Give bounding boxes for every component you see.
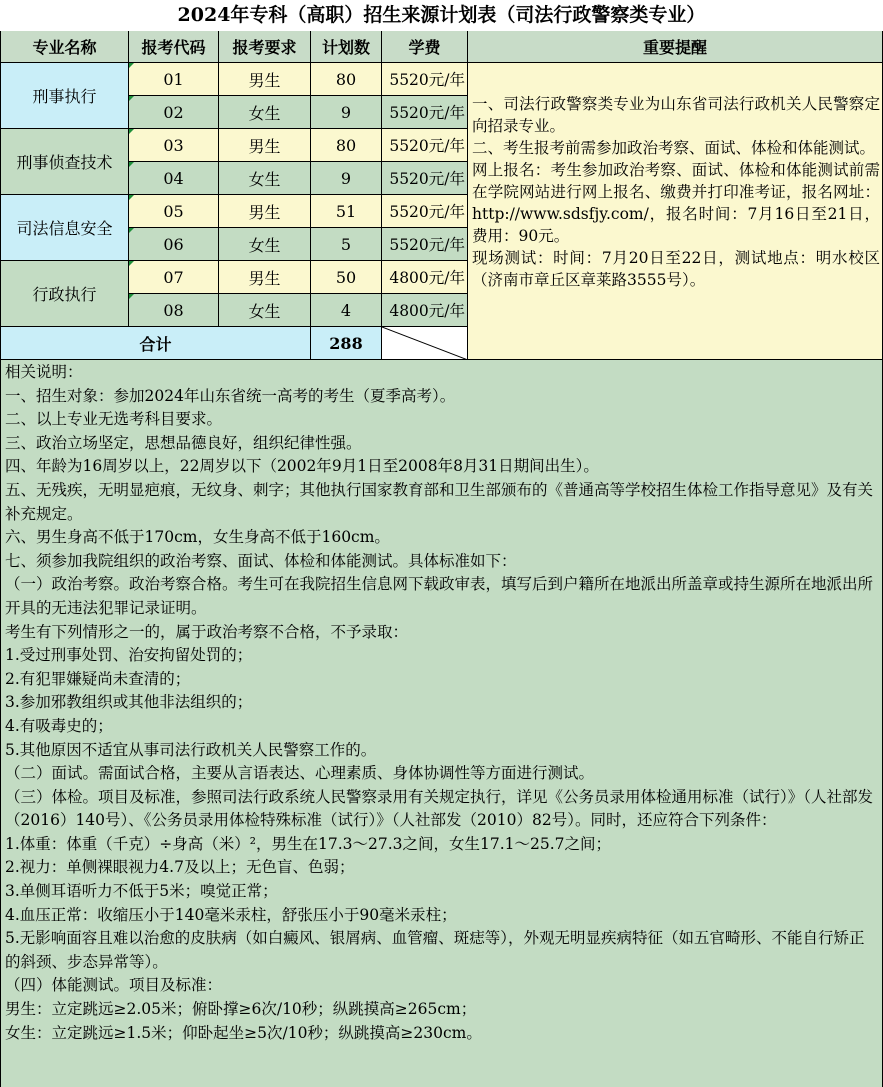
sheet-title: 2024年专科（高职）招生来源计划表（司法行政警察类专业） xyxy=(0,0,883,32)
code-cell: 07 xyxy=(129,261,219,294)
note-line: 考生有下列情形之一的，属于政治考察不合格，不予录取： xyxy=(5,622,409,641)
requirement-cell: 男生 xyxy=(219,63,311,96)
note-line: 女生：立定跳远≥1.5米；仰卧起坐≥5次/10秒；纵跳摸高≥230cm。 xyxy=(5,1023,482,1042)
code-cell: 02 xyxy=(129,96,219,129)
note-line: 七、须参加我院组织的政治考察、面试、体检和体能测试。具体标准如下： xyxy=(5,551,517,570)
tuition-cell: 5520元/年 xyxy=(382,228,468,261)
requirement-cell: 男生 xyxy=(219,261,311,294)
requirement-cell: 女生 xyxy=(219,162,311,195)
tuition-cell: 4800元/年 xyxy=(382,261,468,294)
note-line: 4.有吸毒史的； xyxy=(5,716,113,735)
code-cell: 05 xyxy=(129,195,219,228)
major-name: 司法信息安全 xyxy=(0,195,129,261)
code-cell: 03 xyxy=(129,129,219,162)
note-line: 一、招生对象：参加2024年山东省统一高考的考生（夏季高考）。 xyxy=(5,386,456,405)
notes-heading: 相关说明： xyxy=(5,363,83,381)
reminder-paragraph: 二、考生报考前需参加政治考察、面试、体检和体能测试。 xyxy=(472,139,876,157)
requirement-cell: 男生 xyxy=(219,129,311,162)
code-cell: 04 xyxy=(129,162,219,195)
note-line: 2.有犯罪嫌疑尚未查清的； xyxy=(5,669,191,688)
related-notes xyxy=(0,360,883,1087)
tuition-cell: 5520元/年 xyxy=(382,195,468,228)
note-line: 5.其他原因不适宜从事司法行政机关人民警察工作的。 xyxy=(5,740,377,759)
major-name: 刑事执行 xyxy=(0,63,129,129)
code-cell: 01 xyxy=(129,63,219,96)
quota-cell: 80 xyxy=(311,129,382,162)
requirement-cell: 女生 xyxy=(219,228,311,261)
note-line: 六、男生身高不低于170cm，女生身高不低于160cm。 xyxy=(5,528,390,547)
note-line: 3.单侧耳语听力不低于5米；嗅觉正常； xyxy=(5,882,278,901)
tuition-cell: 5520元/年 xyxy=(382,63,468,96)
reminder-paragraph: 现场测试：时间：7月20日至22日，测试地点：明水校区（济南市章丘区章莱路3555号）。 xyxy=(472,249,880,289)
quota-cell: 80 xyxy=(311,63,382,96)
requirement-cell: 女生 xyxy=(219,294,311,327)
note-line: 男生：立定跳远≥2.05米；俯卧撑≥6次/10秒；纵跳摸高≥265cm； xyxy=(5,1000,477,1019)
quota-cell: 50 xyxy=(311,261,382,294)
note-line: 5.无影响面容且难以治愈的皮肤病（如白癜风、银屑病、血管瘤、斑痣等），外观无明显疾病特征（如五官畸形、不能自行矫正的斜颈、步态异常等）。 xyxy=(5,929,865,971)
code-cell: 06 xyxy=(129,228,219,261)
total-value: 288 xyxy=(311,327,382,360)
requirement-cell: 男生 xyxy=(219,195,311,228)
note-line: （三）体检。项目及标准，参照司法行政系统人民警察录用有关规定执行，详见《公务员录用体检通用标准（试行）》（人社部发（2016）140号）、《公务员录用体检特殊标准（试行）》（人社部发（2010）82号）。同时，还应符合下列条件： xyxy=(5,787,874,830)
note-line: （四）体能测试。项目及标准： xyxy=(5,976,223,995)
note-line: （二）面试。需面试合格，主要从言语表达、心理素质、身体协调性等方面进行测试。 xyxy=(5,764,595,783)
header-reminder: 重要提醒 xyxy=(468,31,883,63)
header-major: 专业名称 xyxy=(0,31,129,63)
tuition-cell: 5520元/年 xyxy=(382,96,468,129)
quota-cell: 51 xyxy=(311,195,382,228)
code-cell: 08 xyxy=(129,294,219,327)
total-label: 合计 xyxy=(0,327,311,360)
quota-cell: 9 xyxy=(311,96,382,129)
note-line: 4.血压正常：收缩压小于140毫米汞柱，舒张压小于90毫米汞柱； xyxy=(5,905,457,924)
tuition-cell: 4800元/年 xyxy=(382,294,468,327)
note-line: 四、年龄为16周岁以上，22周岁以下（2002年9月1日至2008年8月31日期间出生）。 xyxy=(5,457,599,476)
header-quota: 计划数 xyxy=(311,31,382,63)
tuition-cell: 5520元/年 xyxy=(382,129,468,162)
quota-cell: 4 xyxy=(311,294,382,327)
note-line: 3.参加邪教组织或其他非法组织的； xyxy=(5,693,253,712)
important-reminder xyxy=(468,63,883,360)
major-name: 行政执行 xyxy=(0,261,129,327)
note-line: （一）政治考察。政治考察合格。考生可在我院招生信息网下载政审表，填写后到户籍所在地派出所盖章或持生源所在地派出所开具的无违法犯罪记录证明。 xyxy=(5,575,874,617)
major-name: 刑事侦查技术 xyxy=(0,129,129,195)
note-line: 2.视力：单侧裸眼视力4.7及以上；无色盲、色弱； xyxy=(5,858,355,877)
header-tuition: 学费 xyxy=(382,31,468,63)
reminder-paragraph: 网上报名：考生参加政治考察、面试、体检和体能测试前需在学院网站进行网上报名、缴费并打印准考证，报名网址：http://www.sdsfjy.com/，报名时间：7月16日至21日，费用：90元。 xyxy=(472,161,880,245)
note-line: 1.体重：体重（千克）÷身高（米）²，男生在17.3～27.3之间，女生17.1～25.7之间； xyxy=(5,834,612,853)
requirement-cell: 女生 xyxy=(219,96,311,129)
note-line: 1.受过刑事处罚、治安拘留处罚的； xyxy=(5,646,253,665)
note-line: 二、以上专业无选考科目要求。 xyxy=(5,410,223,429)
diagonal-line xyxy=(382,327,468,360)
tuition-cell: 5520元/年 xyxy=(382,162,468,195)
note-line: 三、政治立场坚定，思想品德良好，组织纪律性强。 xyxy=(5,433,362,452)
reminder-paragraph: 一、司法行政警察类专业为山东省司法行政机关人民警察定向招录专业。 xyxy=(472,95,880,135)
header-requirement: 报考要求 xyxy=(219,31,311,63)
quota-cell: 9 xyxy=(311,162,382,195)
header-code: 报考代码 xyxy=(129,31,219,63)
quota-cell: 5 xyxy=(311,228,382,261)
note-line: 五、无残疾，无明显疤痕，无纹身、刺字；其他执行国家教育部和卫生部颁布的《普通高等学校招生体检工作指导意见》及有关补充规定。 xyxy=(5,480,874,523)
